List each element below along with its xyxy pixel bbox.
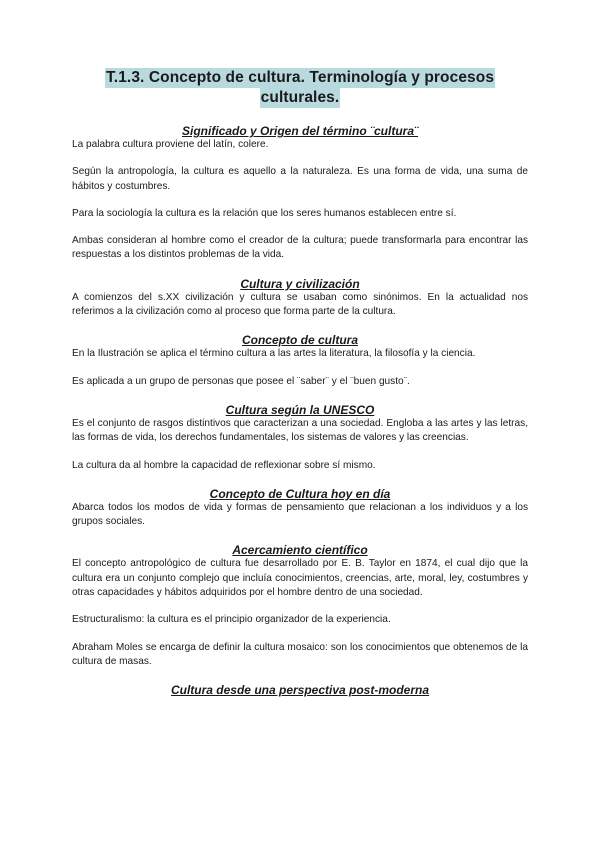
title-line-2: culturales.: [260, 89, 340, 106]
paragraph: El concepto antropológico de cultura fue desarrollado por E. B. Taylor en 1874, el cual dijo que la cultura era un conjunto complejo que incluía conocimientos, creencias, arte, moral, ley, costumbres y otras capacidades y hábitos adquiridos por el hombre dentro de una sociedad.: [72, 558, 528, 599]
section-concepto-cultura: [72, 334, 528, 389]
paragraph: Es el conjunto de rasgos distintivos que caracterizan a una sociedad. Engloba a las artes y las letras, las formas de vida, los derechos fundamentales, los sistemas de valores y las creencias.: [72, 417, 528, 444]
section-heading: Cultura según la UNESCO: [225, 402, 375, 417]
paragraph: Para la sociología la cultura es la relación que los seres humanos establecen entre sí.: [72, 207, 457, 219]
section-heading: Significado y Origen del término ¨cultura¨: [181, 124, 419, 138]
section-post-moderna: [72, 684, 528, 697]
paragraph: Estructuralismo: la cultura es el principio organizador de la experiencia.: [72, 614, 391, 626]
paragraph: Abarca todos los modos de vida y formas de pensamiento que relacionan a los individuos y a los grupos sociales.: [72, 501, 528, 528]
paragraph: Abraham Moles se encarga de definir la cultura mosaico: son los conocimientos que obtenemos de la cultura de masas.: [72, 641, 528, 667]
section-heading: Acercamiento científico: [232, 543, 368, 558]
document-title: [72, 68, 528, 108]
paragraph: Según la antropología, la cultura es aquello a la naturaleza. Es una forma de vida, una suma de hábitos y costumbres.: [72, 166, 528, 192]
section-heading: Cultura desde una perspectiva post-moderna: [170, 683, 430, 698]
paragraph: La palabra cultura proviene del latín, colere.: [72, 139, 269, 150]
section-heading: Cultura y civilización: [240, 276, 360, 291]
title-line-1: T.1.3. Concepto de cultura. Terminología y procesos: [105, 69, 495, 86]
document-page: [72, 68, 528, 697]
section-significado: [72, 125, 528, 263]
paragraph: A comienzos del s.XX civilización y cultura se usaban como sinónimos. En la actualidad nos referimos a la civilización como al proceso que forma parte de la cultura.: [72, 291, 528, 318]
section-heading: Concepto de cultura: [241, 333, 358, 348]
section-heading: Concepto de Cultura hoy en día: [209, 486, 391, 501]
paragraph: Es aplicada a un grupo de personas que posee el ¨saber¨ y el ¨buen gusto¨.: [72, 375, 410, 387]
section-cultura-civilizacion: [72, 278, 528, 320]
paragraph: La cultura da al hombre la capacidad de reflexionar sobre sí mismo.: [72, 459, 376, 471]
paragraph: En la Ilustración se aplica el término cultura a las artes la literatura, la filosofía y la ciencia.: [72, 348, 476, 360]
paragraph: Ambas consideran al hombre como el creador de la cultura; puede transformarla para encontrar las respuestas a los distintos problemas de la vida.: [72, 235, 528, 261]
section-acercamiento-cientifico: [72, 544, 528, 669]
section-unesco: [72, 404, 528, 473]
section-cultura-hoy: [72, 488, 528, 530]
